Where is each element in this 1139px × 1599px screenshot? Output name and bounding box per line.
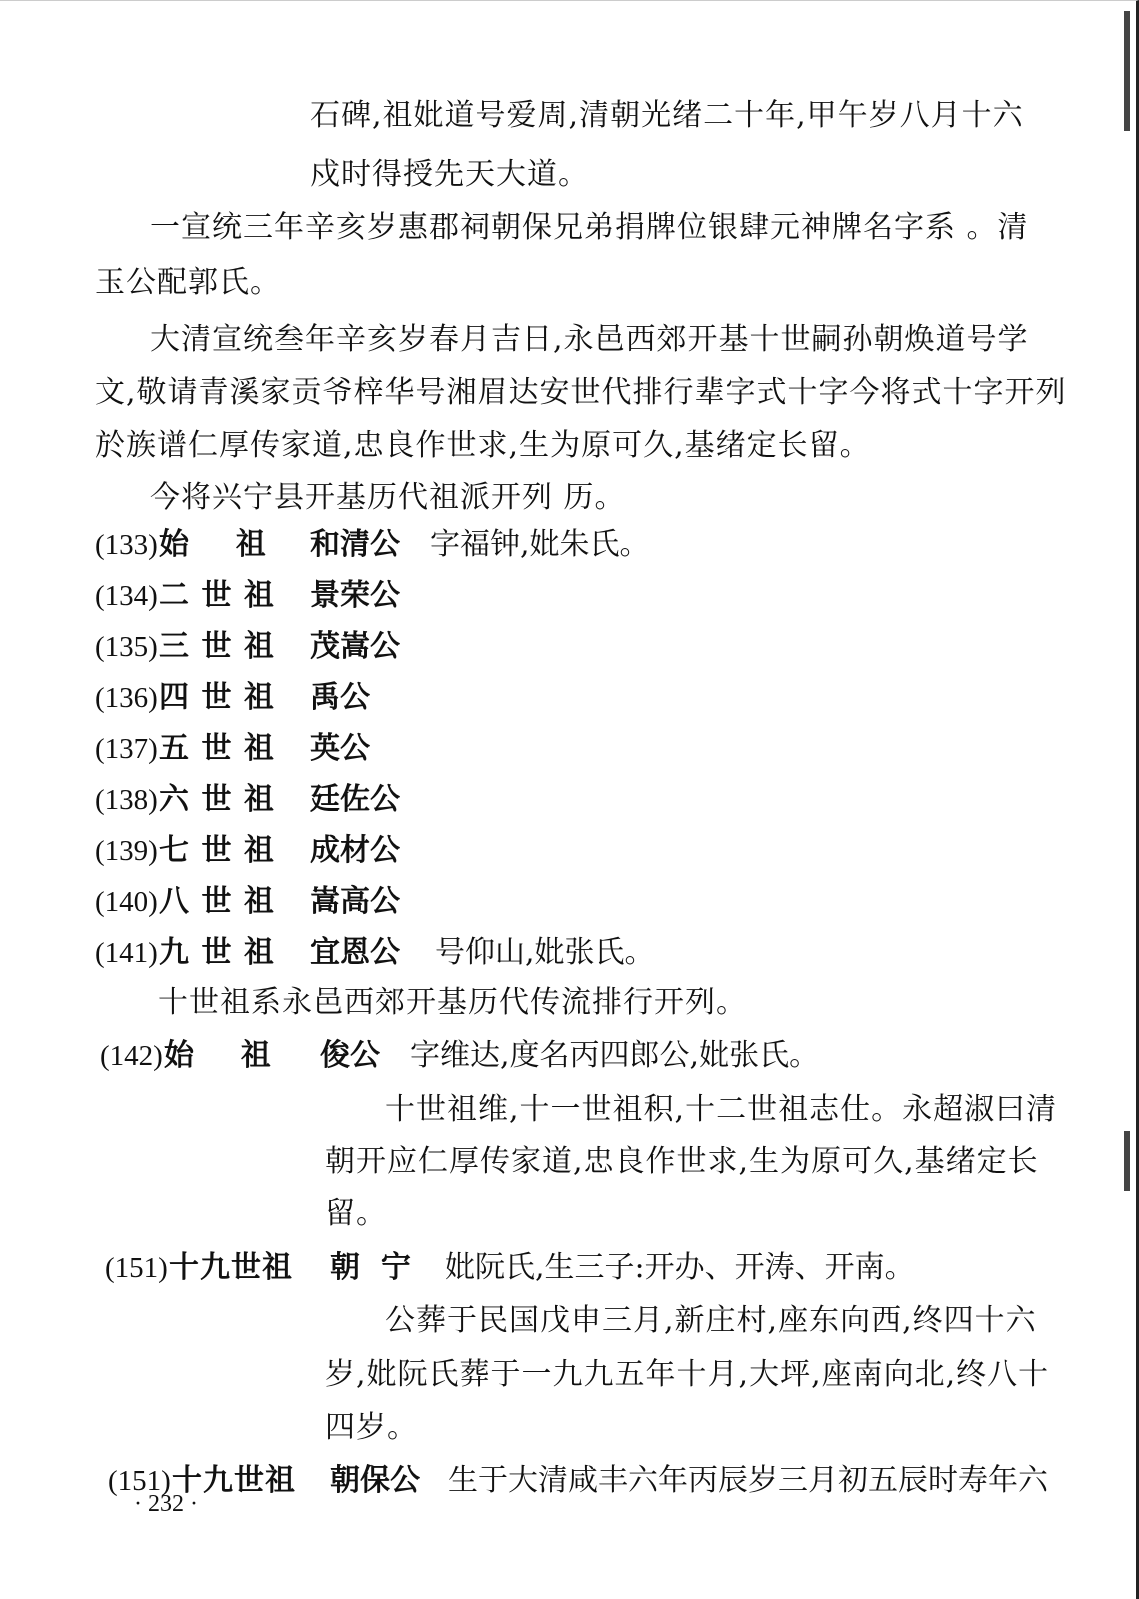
entry-note: 字维达,度名丙四郎公,妣张氏。 xyxy=(410,1038,820,1073)
text-line: 石碑,祖妣道号爱周,清朝光绪二十年,甲午岁八月十六 xyxy=(310,98,1024,133)
text-line: 公葬于民国戊申三月,新庄村,座东向西,终四十六 xyxy=(385,1303,1037,1338)
text-line: 十世祖系永邑西郊开基历代传流排行开列。 xyxy=(158,985,747,1020)
entry-number: (139) xyxy=(95,835,158,867)
entry-generation: 十九世祖 xyxy=(169,1250,293,1285)
entry-number: (151) xyxy=(105,1252,168,1284)
text-line: 於族谱仁厚传家道,忠良作世求,生为原可久,基绪定长留。 xyxy=(95,428,871,463)
entry-generation: 二 世 祖 xyxy=(159,578,275,613)
entry-number: (136) xyxy=(95,682,158,714)
entry-name: 禹公 xyxy=(310,680,370,715)
text-line: 戍时得授先天大道。 xyxy=(310,157,589,192)
text-line: 岁,妣阮氏葬于一九九五年十月,大坪,座南向北,终八十 xyxy=(325,1357,1050,1392)
text-line: 一宣统三年辛亥岁惠郡祠朝保兄弟捐牌位银肆元神牌名字系 。清 xyxy=(150,210,1029,245)
entry-number: (137) xyxy=(95,733,158,765)
text-line: 玉公配郭氏。 xyxy=(95,265,281,300)
entry-generation: 七 世 祖 xyxy=(159,833,275,868)
entry-generation: 五 世 祖 xyxy=(159,731,275,766)
entry-name: 茂嵩公 xyxy=(310,629,400,664)
entry-name: 英公 xyxy=(310,731,370,766)
entry-name: 俊公 xyxy=(320,1038,380,1073)
entry-number: (151) xyxy=(108,1465,171,1497)
entry-number: (133) xyxy=(95,529,158,561)
text-line: 十世祖维,十一世祖积,十二世祖志仕。永超淑曰清 xyxy=(385,1092,1058,1127)
entry-name: 和清公 xyxy=(310,527,400,562)
entry-name: 朝 宁 xyxy=(330,1250,411,1285)
entry-generation: 九 世 祖 xyxy=(159,935,275,970)
scan-edge-mark xyxy=(1124,1131,1130,1191)
entry-name: 景荣公 xyxy=(310,578,400,613)
entry-number: (141) xyxy=(95,937,158,969)
entry-name: 朝保公 xyxy=(330,1463,420,1498)
entry-number: (135) xyxy=(95,631,158,663)
entry-note: 号仰山,妣张氏。 xyxy=(435,935,655,970)
entry-number: (134) xyxy=(95,580,158,612)
entry-name: 嵩高公 xyxy=(310,884,400,919)
entry-name: 廷佐公 xyxy=(310,782,400,817)
entry-note: 生于大清咸丰六年丙辰岁三月初五辰时寿年六 xyxy=(448,1463,1048,1498)
text-line: 留。 xyxy=(325,1196,387,1231)
entry-note: 妣阮氏,生三子:开办、开涛、开南。 xyxy=(445,1250,915,1285)
entry-generation: 三 世 祖 xyxy=(159,629,275,664)
entry-number: (140) xyxy=(95,886,158,918)
text-line: 四岁。 xyxy=(325,1410,418,1445)
text-line: 今将兴宁县开基历代祖派开列 历。 xyxy=(150,480,626,515)
text-line: 大清宣统叁年辛亥岁春月吉日,永邑西郊开基十世嗣孙朝焕道号学 xyxy=(150,322,1029,357)
scan-edge-mark xyxy=(1124,11,1130,131)
entry-generation: 始 祖 xyxy=(164,1038,272,1073)
entry-generation: 十九世祖 xyxy=(172,1463,296,1498)
entry-name: 成材公 xyxy=(310,833,400,868)
entry-number: (138) xyxy=(95,784,158,816)
page-number: · 232 · xyxy=(134,1491,198,1517)
entry-generation: 六 世 祖 xyxy=(159,782,275,817)
text-line: 朝开应仁厚传家道,忠良作世求,生为原可久,基绪定长 xyxy=(325,1144,1039,1179)
entry-number: (142) xyxy=(100,1040,163,1072)
entry-generation: 四 世 祖 xyxy=(159,680,275,715)
text-line: 文,敬请青溪家贡爷梓华号湘眉达安世代排行辈字式十字今将式十字开列 xyxy=(95,375,1067,410)
entry-name: 宜恩公 xyxy=(310,935,400,970)
entry-note: 字福钟,妣朱氏。 xyxy=(430,527,650,562)
entry-generation: 始 祖 xyxy=(159,527,267,562)
entry-generation: 八 世 祖 xyxy=(159,884,275,919)
